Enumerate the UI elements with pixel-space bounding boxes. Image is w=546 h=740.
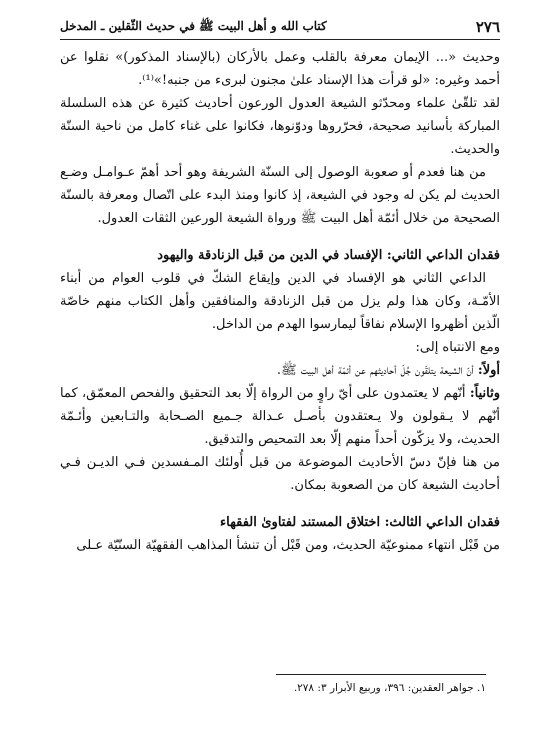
page-header — [60, 18, 500, 40]
firstly-label: أولاً: — [477, 363, 500, 378]
paragraph-corruption: الداعي الثاني هو الإفساد في الدين وإيقاع الشكّ في قلوب العوام من أبناء الأمّـة، وكان هذا ولم يزل من قبل الزنادقة والمنافقين وأهل الكتاب منهم خاصّة الّذين أظهروا الإسلام نفاقاً ليمارسوا الهدم من الداخل. — [60, 271, 500, 332]
page-number: ٢٧٦ — [475, 18, 500, 36]
footnote: ١. جواهر العقدين: ٣٩٦، وربيع الأبرار ٣: ٢٧٨. — [293, 682, 486, 694]
secondly-label: وثانياً: — [469, 386, 500, 401]
paragraph-shia-scholars: لقد تلقّىٰ علماء ومحدّثو الشيعة العدول الورعون أحاديث كثيرة عن هذه السلسلة المباركة بأسانيد صحيحة، فحرّروها ودوّنوها، فكانوا على غناء كامل من ناحية السنّة والحديث. — [60, 96, 500, 157]
paragraph-before-end: من قَبْل انتهاء ممنوعيّة الحديث، ومن قَبْل أن تنشأ المذاهب الفقهيّة السنّيّة عـلى — [76, 538, 500, 553]
paragraph-conclusion: من هنا فإنّ دسّ الأحاديث الموضوعة من قبل أُولئك المـفسدين فـي الديـن فـي أحاديث الشيعة كان من الصعوبة بمكان. — [60, 455, 500, 493]
firstly-text: أنّ الشيعة يتلقّون جُلّ أحاديثهم عن أئمّة أهل البيت ﷺ. — [276, 363, 478, 378]
secondly-text: أنّهم لا يعتمدون على أيّ راوٍ من الرواة إلّا بعد التحقيق والفحص المعمّق، كما أنّهم لا يـقولون ولا يـعتقدون بأصـل عـدالة جـميع الصـحابة والتـابعين وأئـمّة الحديث، ولا يزكّون أحداً منهم إلّا بعد التمحيص والتدقيق. — [60, 386, 500, 447]
paragraph-secondly — [60, 382, 500, 451]
section-heading-third-motive: فقدان الداعي الثالث: اختلاق المستند لفتاوىٰ الفقهاء — [220, 515, 500, 530]
paragraph-considering: ومع الانتباه إلى: — [415, 340, 500, 355]
paragraph-firstly — [60, 359, 500, 382]
footnote-divider — [276, 674, 486, 675]
book-page — [60, 18, 500, 557]
section-heading-second-motive: فقدان الداعي الثاني: الإفساد في الدين من قبل الزنادقة واليهود — [157, 248, 500, 263]
running-title: كتاب الله و أهل البيت ﷺ في حديث الثّقلين ـ المدخل — [60, 19, 327, 33]
paragraph-difficulty-access: من هنا فعدم أو صعوبة الوصول إلى السنّة الشريفة وهو أحد أهمّ عـوامـل وضـع الحديث لم يكن له وجود في الشيعة، إذ كانوا ومنذ البدء على اتّصال ومعرفة بالسنّة الصحيحة من خلال أئمّة أهل البيت ﷺ ورواة الشيعة الورعين الثقات العدول. — [60, 165, 500, 226]
paragraph-hadith-quote: وحديث «... الإيمان معرفة بالقلب وعمل بالأركان (بالإسناد المذكور)» نقلوا عن أحمد وغيره: «لو قرأت هذا الإسناد علىٰ مجنون لبرىء من جنبه!»⁽¹⁾. — [60, 50, 500, 88]
